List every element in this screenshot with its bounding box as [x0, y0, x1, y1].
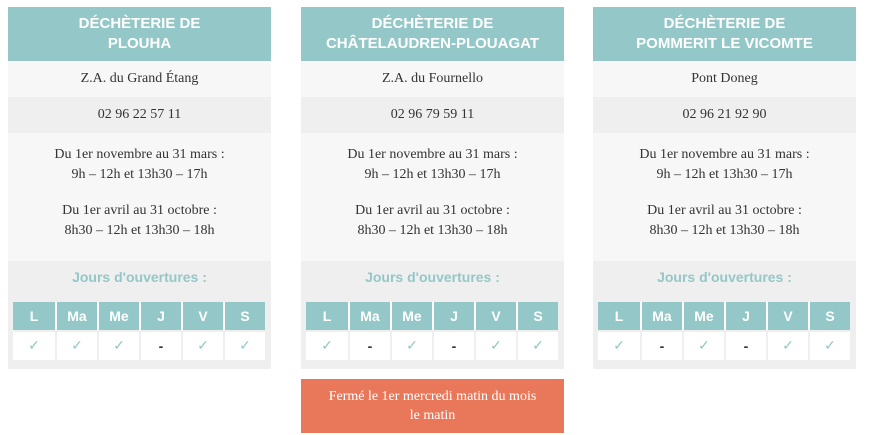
opening-days-section [8, 261, 271, 369]
day-value [516, 332, 558, 360]
day-header-v: V [766, 302, 808, 330]
phone-row [8, 97, 271, 133]
summer-hours: 8h30 – 12h et 13h30 – 18h [64, 223, 215, 238]
summer-period: Du 1er avril au 31 octobre : [62, 203, 217, 218]
phone-number[interactable]: 02 96 22 57 11 [97, 107, 182, 122]
card-title-line1: DÉCHÈTERIE DE [663, 15, 786, 32]
opening-days-title: Jours d'ouvertures : [72, 269, 207, 285]
day-value [598, 332, 640, 360]
closed-dash: - [451, 338, 457, 354]
day-header-l: L [598, 302, 640, 330]
check-icon: ✓ [406, 338, 418, 354]
opening-days-table [13, 302, 265, 360]
day-value [432, 332, 474, 360]
winter-period: Du 1er novembre au 31 mars : [54, 147, 225, 162]
card-header [8, 7, 271, 61]
opening-days-title: Jours d'ouvertures : [657, 269, 792, 285]
phone-number[interactable]: 02 96 21 92 90 [682, 107, 767, 122]
opening-days-table [306, 302, 558, 360]
address-row [301, 61, 564, 97]
day-header-j: J [139, 302, 181, 330]
winter-hours: 9h – 12h et 13h30 – 17h [656, 167, 793, 182]
opening-days-table [598, 302, 850, 360]
check-icon: ✓ [532, 338, 544, 354]
day-header-me: Me [97, 302, 139, 330]
closed-dash: - [743, 338, 749, 354]
winter-period: Du 1er novembre au 31 mars : [347, 147, 518, 162]
day-value [640, 332, 682, 360]
day-value [474, 332, 516, 360]
check-icon: ✓ [321, 338, 333, 354]
address-row [8, 61, 271, 97]
day-header-v: V [474, 302, 516, 330]
day-value [55, 332, 97, 360]
address-text: Z.A. du Grand Étang [80, 71, 199, 86]
card-header [593, 7, 856, 61]
closure-notice [301, 379, 564, 433]
hours-row [8, 133, 271, 261]
opening-days-title: Jours d'ouvertures : [365, 269, 500, 285]
closure-notice-line1: Fermé le 1er mercredi matin du mois [328, 389, 537, 404]
opening-days-section [301, 261, 564, 369]
day-header-v: V [181, 302, 223, 330]
hours-row [301, 133, 564, 261]
card-pommerit-le-vicomte [593, 7, 856, 369]
check-icon: ✓ [71, 338, 83, 354]
closed-dash: - [659, 338, 665, 354]
check-icon: ✓ [113, 338, 125, 354]
check-icon: ✓ [698, 338, 710, 354]
day-header-l: L [306, 302, 348, 330]
day-value [724, 332, 766, 360]
day-value [306, 332, 348, 360]
day-header-me: Me [390, 302, 432, 330]
day-header-ma: Ma [55, 302, 97, 330]
winter-period: Du 1er novembre au 31 mars : [639, 147, 810, 162]
card-title-line2: PLOUHA [107, 35, 172, 52]
card-header [301, 7, 564, 61]
closure-notice-line2: le matin [409, 408, 456, 423]
summer-hours: 8h30 – 12h et 13h30 – 18h [357, 223, 508, 238]
check-icon: ✓ [782, 338, 794, 354]
card-title-line1: DÉCHÈTERIE DE [78, 15, 201, 32]
phone-row [301, 97, 564, 133]
day-header-s: S [223, 302, 265, 330]
winter-hours: 9h – 12h et 13h30 – 17h [364, 167, 501, 182]
day-value [97, 332, 139, 360]
day-value [348, 332, 390, 360]
check-icon: ✓ [613, 338, 625, 354]
check-icon: ✓ [28, 338, 40, 354]
day-value [223, 332, 265, 360]
check-icon: ✓ [824, 338, 836, 354]
card-title-line2: CHÂTELAUDREN-PLOUAGAT [325, 35, 540, 52]
winter-hours: 9h – 12h et 13h30 – 17h [71, 167, 208, 182]
check-icon: ✓ [239, 338, 251, 354]
day-header-me: Me [682, 302, 724, 330]
day-header-j: J [432, 302, 474, 330]
summer-hours: 8h30 – 12h et 13h30 – 18h [649, 223, 800, 238]
day-value [181, 332, 223, 360]
day-value [390, 332, 432, 360]
card-title-line1: DÉCHÈTERIE DE [371, 15, 494, 32]
day-value [139, 332, 181, 360]
day-header-s: S [516, 302, 558, 330]
phone-number[interactable]: 02 96 79 59 11 [390, 107, 475, 122]
day-header-s: S [808, 302, 850, 330]
day-value [13, 332, 55, 360]
day-value [808, 332, 850, 360]
address-row [593, 61, 856, 97]
day-header-l: L [13, 302, 55, 330]
day-value [766, 332, 808, 360]
closed-dash: - [158, 338, 164, 354]
card-plouha [8, 7, 271, 369]
address-text: Pont Doneg [691, 71, 758, 86]
opening-days-section [593, 261, 856, 369]
check-icon: ✓ [197, 338, 209, 354]
summer-period: Du 1er avril au 31 octobre : [647, 203, 802, 218]
check-icon: ✓ [490, 338, 502, 354]
closed-dash: - [367, 338, 373, 354]
day-value [682, 332, 724, 360]
day-header-ma: Ma [640, 302, 682, 330]
card-title-line2: POMMERIT LE VICOMTE [636, 35, 813, 52]
phone-row [593, 97, 856, 133]
day-header-j: J [724, 302, 766, 330]
card-chatelaudren-plouagat [301, 7, 564, 433]
hours-row [593, 133, 856, 261]
address-text: Z.A. du Fournello [381, 71, 484, 86]
day-header-ma: Ma [348, 302, 390, 330]
summer-period: Du 1er avril au 31 octobre : [355, 203, 510, 218]
